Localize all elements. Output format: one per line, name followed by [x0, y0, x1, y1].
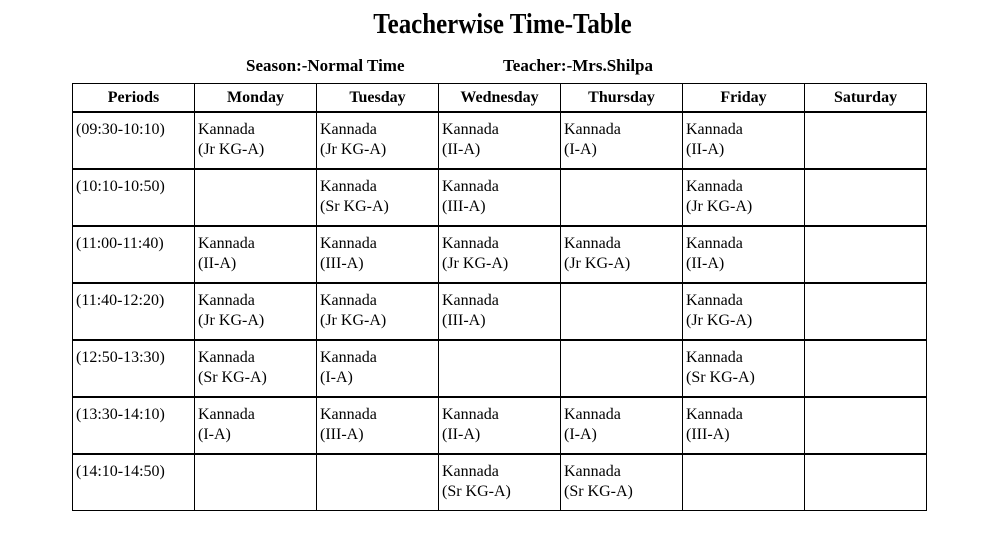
subject-name: Kannada — [198, 292, 255, 309]
header-friday: Friday — [683, 84, 805, 113]
cell-wednesday — [439, 283, 561, 340]
period-time: (11:00-11:40) — [76, 235, 164, 252]
table-row — [73, 283, 927, 340]
cell-wednesday — [439, 397, 561, 454]
class-name: (I-A) — [198, 426, 231, 443]
class-name: (I-A) — [564, 426, 597, 443]
page-title: Teacherwise Time-Table — [373, 8, 632, 40]
period-cell — [73, 283, 195, 340]
class-name: (Jr KG-A) — [198, 141, 265, 158]
cell-saturday — [805, 454, 927, 511]
subject-name: Kannada — [564, 121, 621, 138]
subject-name: Kannada — [564, 406, 621, 423]
class-name: (Jr KG-A) — [686, 312, 753, 329]
class-name: (III-A) — [442, 198, 486, 215]
cell-thursday — [561, 169, 683, 226]
table-row — [73, 397, 927, 454]
subject-name: Kannada — [686, 178, 743, 195]
cell-thursday — [561, 454, 683, 511]
table-row — [73, 169, 927, 226]
cell-friday — [683, 340, 805, 397]
period-time: (12:50-13:30) — [76, 349, 165, 366]
cell-wednesday — [439, 340, 561, 397]
subject-name: Kannada — [442, 121, 499, 138]
subject-name: Kannada — [442, 406, 499, 423]
period-cell — [73, 340, 195, 397]
season-label: Season:-Normal Time — [246, 56, 405, 75]
subject-name: Kannada — [198, 121, 255, 138]
cell-friday — [683, 112, 805, 169]
class-name: (II-A) — [442, 141, 481, 158]
table-row — [73, 112, 927, 169]
class-name: (Jr KG-A) — [686, 198, 753, 215]
cell-saturday — [805, 283, 927, 340]
class-name: (Jr KG-A) — [442, 255, 509, 272]
subject-name: Kannada — [320, 349, 377, 366]
class-name: (II-A) — [686, 141, 725, 158]
class-name: (II-A) — [198, 255, 237, 272]
subject-name: Kannada — [442, 463, 499, 480]
cell-tuesday — [317, 454, 439, 511]
subject-name: Kannada — [442, 235, 499, 252]
cell-saturday — [805, 340, 927, 397]
header-periods: Periods — [73, 84, 195, 113]
cell-wednesday — [439, 169, 561, 226]
table-row — [73, 340, 927, 397]
cell-tuesday — [317, 340, 439, 397]
subject-name: Kannada — [686, 349, 743, 366]
class-name: (III-A) — [320, 255, 364, 272]
period-time: (13:30-14:10) — [76, 406, 165, 423]
cell-monday — [195, 283, 317, 340]
cell-monday — [195, 340, 317, 397]
class-name: (III-A) — [320, 426, 364, 443]
subject-name: Kannada — [320, 406, 377, 423]
cell-saturday — [805, 226, 927, 283]
cell-friday — [683, 169, 805, 226]
header-saturday: Saturday — [805, 84, 927, 113]
class-name: (Sr KG-A) — [564, 483, 633, 500]
period-time: (10:10-10:50) — [76, 178, 165, 195]
header-thursday: Thursday — [561, 84, 683, 113]
cell-wednesday — [439, 112, 561, 169]
cell-wednesday — [439, 226, 561, 283]
subject-name: Kannada — [686, 406, 743, 423]
class-name: (I-A) — [320, 369, 353, 386]
period-cell — [73, 169, 195, 226]
table-row — [73, 226, 927, 283]
class-name: (II-A) — [442, 426, 481, 443]
cell-thursday — [561, 397, 683, 454]
subject-name: Kannada — [686, 121, 743, 138]
header-tuesday: Tuesday — [317, 84, 439, 113]
cell-monday — [195, 454, 317, 511]
header-monday: Monday — [195, 84, 317, 113]
class-name: (Jr KG-A) — [320, 312, 387, 329]
cell-saturday — [805, 169, 927, 226]
cell-saturday — [805, 397, 927, 454]
cell-friday — [683, 454, 805, 511]
class-name: (I-A) — [564, 141, 597, 158]
subject-name: Kannada — [198, 349, 255, 366]
class-name: (Sr KG-A) — [198, 369, 267, 386]
class-name: (Sr KG-A) — [686, 369, 755, 386]
class-name: (Sr KG-A) — [320, 198, 389, 215]
class-name: (III-A) — [442, 312, 486, 329]
period-cell — [73, 226, 195, 283]
cell-wednesday — [439, 454, 561, 511]
period-cell — [73, 397, 195, 454]
subject-name: Kannada — [198, 235, 255, 252]
class-name: (III-A) — [686, 426, 730, 443]
cell-saturday — [805, 112, 927, 169]
period-cell — [73, 112, 195, 169]
period-time: (11:40-12:20) — [76, 292, 165, 309]
subject-name: Kannada — [564, 463, 621, 480]
class-name: (Jr KG-A) — [198, 312, 265, 329]
class-name: (Sr KG-A) — [442, 483, 511, 500]
header-wednesday: Wednesday — [439, 84, 561, 113]
cell-monday — [195, 397, 317, 454]
header-row — [73, 84, 927, 113]
cell-tuesday — [317, 283, 439, 340]
cell-friday — [683, 283, 805, 340]
cell-tuesday — [317, 397, 439, 454]
subject-name: Kannada — [198, 406, 255, 423]
subject-name: Kannada — [320, 178, 377, 195]
table-row — [73, 454, 927, 511]
cell-thursday — [561, 340, 683, 397]
period-cell — [73, 454, 195, 511]
cell-tuesday — [317, 226, 439, 283]
teacher-label: Teacher:-Mrs.Shilpa — [503, 56, 654, 75]
cell-friday — [683, 397, 805, 454]
cell-thursday — [561, 226, 683, 283]
subject-name: Kannada — [320, 292, 377, 309]
subject-name: Kannada — [320, 235, 377, 252]
cell-monday — [195, 112, 317, 169]
cell-tuesday — [317, 169, 439, 226]
subject-name: Kannada — [564, 235, 621, 252]
period-time: (09:30-10:10) — [76, 121, 165, 138]
class-name: (II-A) — [686, 255, 725, 272]
cell-friday — [683, 226, 805, 283]
subject-name: Kannada — [442, 178, 499, 195]
timetable — [72, 83, 927, 511]
cell-thursday — [561, 283, 683, 340]
subject-name: Kannada — [320, 121, 377, 138]
period-time: (14:10-14:50) — [76, 463, 165, 480]
subject-name: Kannada — [686, 292, 743, 309]
class-name: (Jr KG-A) — [564, 255, 631, 272]
class-name: (Jr KG-A) — [320, 141, 387, 158]
cell-monday — [195, 226, 317, 283]
subject-name: Kannada — [686, 235, 743, 252]
cell-tuesday — [317, 112, 439, 169]
cell-thursday — [561, 112, 683, 169]
cell-monday — [195, 169, 317, 226]
subject-name: Kannada — [442, 292, 499, 309]
